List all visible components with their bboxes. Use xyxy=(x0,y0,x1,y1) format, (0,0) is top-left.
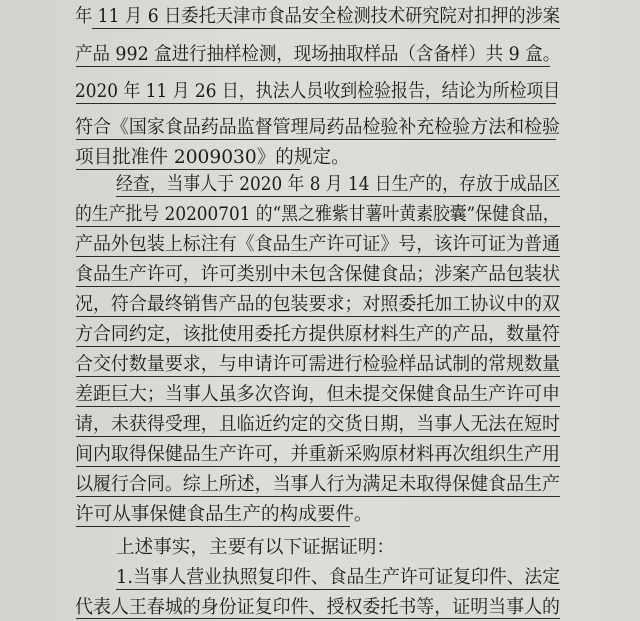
text-line xyxy=(0,0,640,33)
text-line xyxy=(0,348,640,381)
underline xyxy=(76,436,560,437)
underline xyxy=(76,316,560,317)
line-text: 产品 992 盒进行抽样检测，现场抽取样品（含备样）共 9 盒。 xyxy=(75,44,561,65)
underline xyxy=(76,286,560,287)
text-line xyxy=(0,38,640,71)
line-text: 请，未获得受理，且临近约定的交货日期，当事人无法在短时 xyxy=(75,414,561,435)
text-line xyxy=(0,168,640,201)
text-line xyxy=(0,438,640,471)
text-line xyxy=(0,498,640,531)
underline xyxy=(76,406,560,407)
line-text: 况，符合最终销售产品的包装要求；对照委托加工协议中的双 xyxy=(75,294,561,315)
underline xyxy=(76,256,560,257)
line-text: 的生产批号 20200701 的“黑之雅紫甘薯叶黄素胶囊”保健食品， xyxy=(75,204,560,225)
text-line xyxy=(0,288,640,321)
text-line xyxy=(0,591,640,621)
underline xyxy=(76,466,560,467)
line-text: 代表人王春城的身份证复印件、授权委托书等，证明当事人的 xyxy=(75,597,561,618)
line-text: 1.当事人营业执照复印件、食品生产许可证复印件、法定 xyxy=(116,567,561,588)
line-text: 以履行合同。综上所述，当事人行为满足未取得保健食品生产 xyxy=(75,474,561,495)
line-text: 符合《国家食品药品监督管理局药品检验补充检验方法和检验 xyxy=(75,117,561,138)
line-text: 方合同约定，该批使用委托方提供原材料生产的产品，数量符 xyxy=(75,324,561,345)
line-text: 年 11 月 6 日委托天津市食品安全检测技术研究院对扣押的涉案 xyxy=(75,6,560,27)
text-line xyxy=(0,318,640,351)
text-line xyxy=(0,228,640,261)
text-line xyxy=(0,408,640,441)
underline xyxy=(76,618,560,619)
text-line xyxy=(0,111,640,144)
underline xyxy=(76,496,560,497)
text-line xyxy=(0,198,640,231)
underline xyxy=(76,526,350,527)
underline xyxy=(116,196,560,197)
line-text: 项目批准件 2009030》的规定。 xyxy=(75,147,350,168)
underline xyxy=(116,589,560,590)
text-line xyxy=(0,75,640,108)
line-text: 食品生产许可，许可类别中未包含保健食品；涉案产品包装状 xyxy=(75,264,561,285)
line-text: 产品外包装上标注有《食品生产许可证》号，该许可证为普通 xyxy=(75,234,561,255)
underline xyxy=(76,139,556,140)
text-line xyxy=(0,468,640,501)
line-text: 2020 年 11 月 26 日，执法人员收到检验报告，结论为所检项目 xyxy=(75,81,561,102)
text-line xyxy=(0,378,640,411)
underline xyxy=(76,66,550,67)
line-text: 差距巨大；当事人虽多次咨询，但未提交保健食品生产许可申 xyxy=(75,384,561,405)
text-line xyxy=(0,561,640,594)
line-text: 间内取得保健品生产许可，并重新采购原材料再次组织生产用 xyxy=(75,444,561,465)
line-text: 上述事实，主要有以下证据证明： xyxy=(116,537,395,558)
underline xyxy=(76,226,560,227)
text-line xyxy=(0,531,640,564)
line-text: 经查，当事人于 2020 年 8 月 14 日生产的，存放于成品区 xyxy=(116,174,561,195)
underline xyxy=(92,28,560,29)
underline xyxy=(76,376,560,377)
line-text: 合交付数量要求，与申请许可需进行检验样品试制的常规数量 xyxy=(75,354,561,375)
underline xyxy=(76,346,560,347)
line-text: 许可从事保健食品生产的构成要件。 xyxy=(75,504,373,525)
underline xyxy=(76,103,556,104)
text-line xyxy=(0,258,640,291)
